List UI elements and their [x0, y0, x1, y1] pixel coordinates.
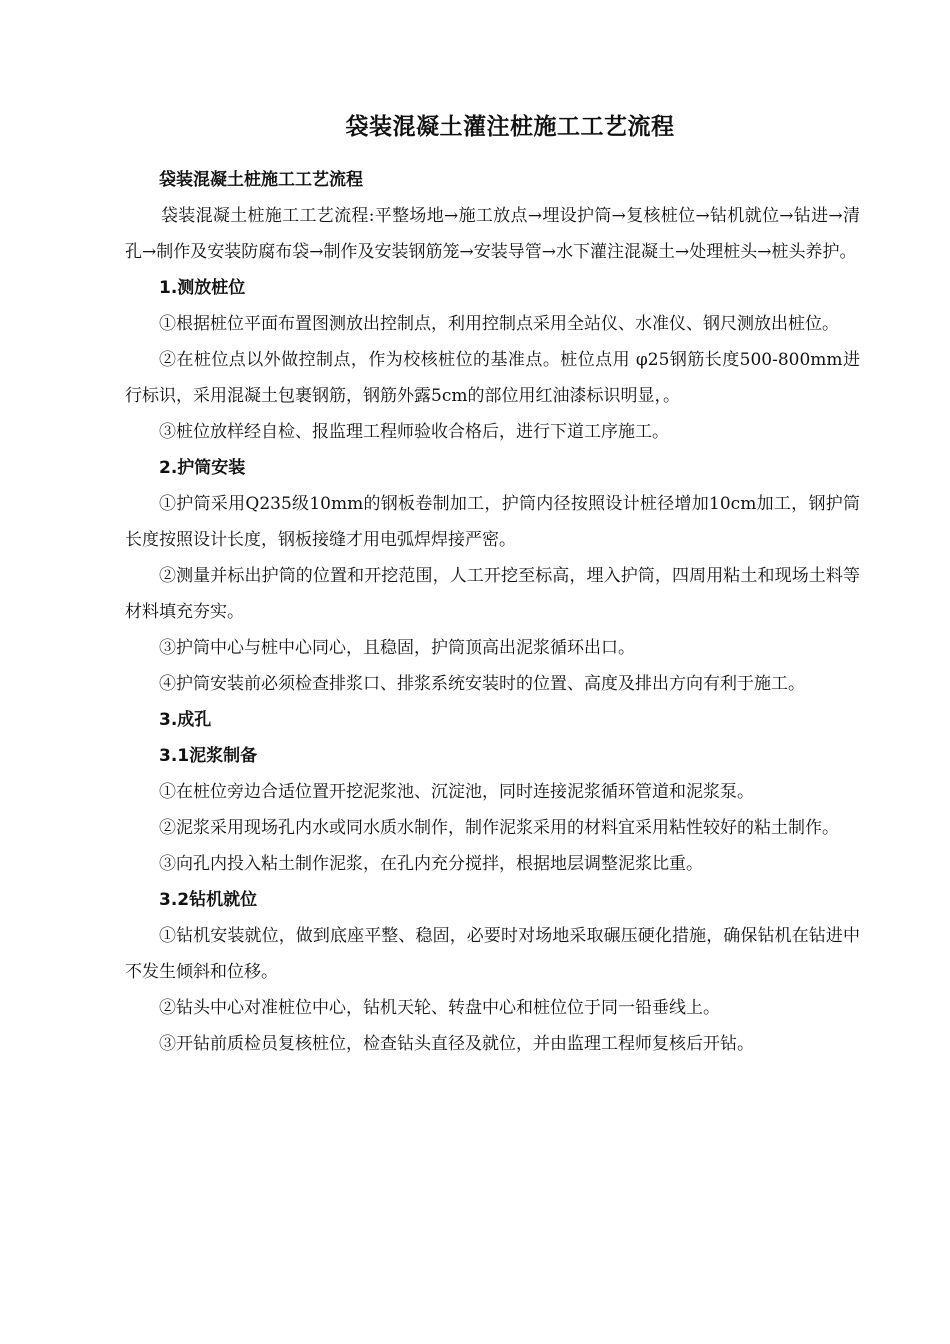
section-heading-1: 1.测放桩位	[159, 278, 246, 298]
section-heading-3: 3.成孔	[159, 710, 212, 730]
paragraph-2-3: ③护筒中心与桩中心同心，且稳固，护筒顶高出泥浆循环出口。	[159, 638, 635, 658]
section-subtitle: 袋装混凝土桩施工工艺流程	[159, 170, 363, 190]
paragraph-3-1-2: ②泥浆采用现场孔内水或同水质水制作，制作泥浆采用的材料宜采用粘性较好的粘土制作。	[159, 818, 839, 838]
paragraph-2-2: ②测量并标出护筒的位置和开挖范围，人工开挖至标高，埋入护筒，四周用粘土和现场土料等材料填充夯实。	[125, 566, 860, 622]
paragraph-3-2-3: ③开钻前质检员复核桩位，检查钻头直径及就位，并由监理工程师复核后开钻。	[159, 1034, 754, 1054]
subsection-heading-3-1: 3.1泥浆制备	[159, 746, 258, 766]
paragraph-2-4: ④护筒安装前必须检查排浆口、排浆系统安装时的位置、高度及排出方向有利于施工。	[159, 674, 805, 694]
paragraph-2-1: ①护筒采用Q235级10mm的钢板卷制加工，护筒内径按照设计桩径增加10cm加工，钢护筒长度按照设计长度，钢板接缝才用电弧焊焊接严密。	[125, 494, 860, 550]
paragraph-1-1: ①根据桩位平面布置图测放出控制点，利用控制点采用全站仪、水准仪、钢尺测放出桩位。	[159, 314, 839, 334]
document-title: 袋装混凝土灌注桩施工工艺流程	[345, 114, 675, 140]
intro-paragraph: 袋装混凝土桩施工工艺流程:平整场地→施工放点→埋设护筒→复核桩位→钻机就位→钻进→清孔→制作及安装防腐布袋→制作及安装钢筋笼→安装导管→水下灌注混凝土→处理桩头→桩头养护。	[125, 206, 860, 262]
document-body	[125, 162, 860, 1062]
subsection-heading-3-2: 3.2钻机就位	[159, 890, 258, 910]
section-heading-2: 2.护筒安装	[159, 458, 246, 478]
paragraph-1-2: ②在桩位点以外做控制点，作为校核桩位的基准点。桩位点用 φ25钢筋长度500-800mm进行标识，采用混凝土包裹钢筋，钢筋外露5cm的部位用红油漆标识明显，。	[125, 350, 860, 406]
paragraph-3-2-1: ①钻机安装就位，做到底座平整、稳固，必要时对场地采取碾压硬化措施，确保钻机在钻进中不发生倾斜和位移。	[125, 926, 860, 982]
paragraph-3-1-3: ③向孔内投入粘土制作泥浆，在孔内充分搅拌，根据地层调整泥浆比重。	[159, 854, 703, 874]
paragraph-3-1-1: ①在桩位旁边合适位置开挖泥浆池、沉淀池，同时连接泥浆循环管道和泥浆泵。	[159, 782, 754, 802]
paragraph-3-2-2: ②钻头中心对准桩位中心，钻机天轮、转盘中心和桩位位于同一铅垂线上。	[159, 998, 720, 1018]
paragraph-1-3: ③桩位放样经自检、报监理工程师验收合格后，进行下道工序施工。	[159, 422, 669, 442]
